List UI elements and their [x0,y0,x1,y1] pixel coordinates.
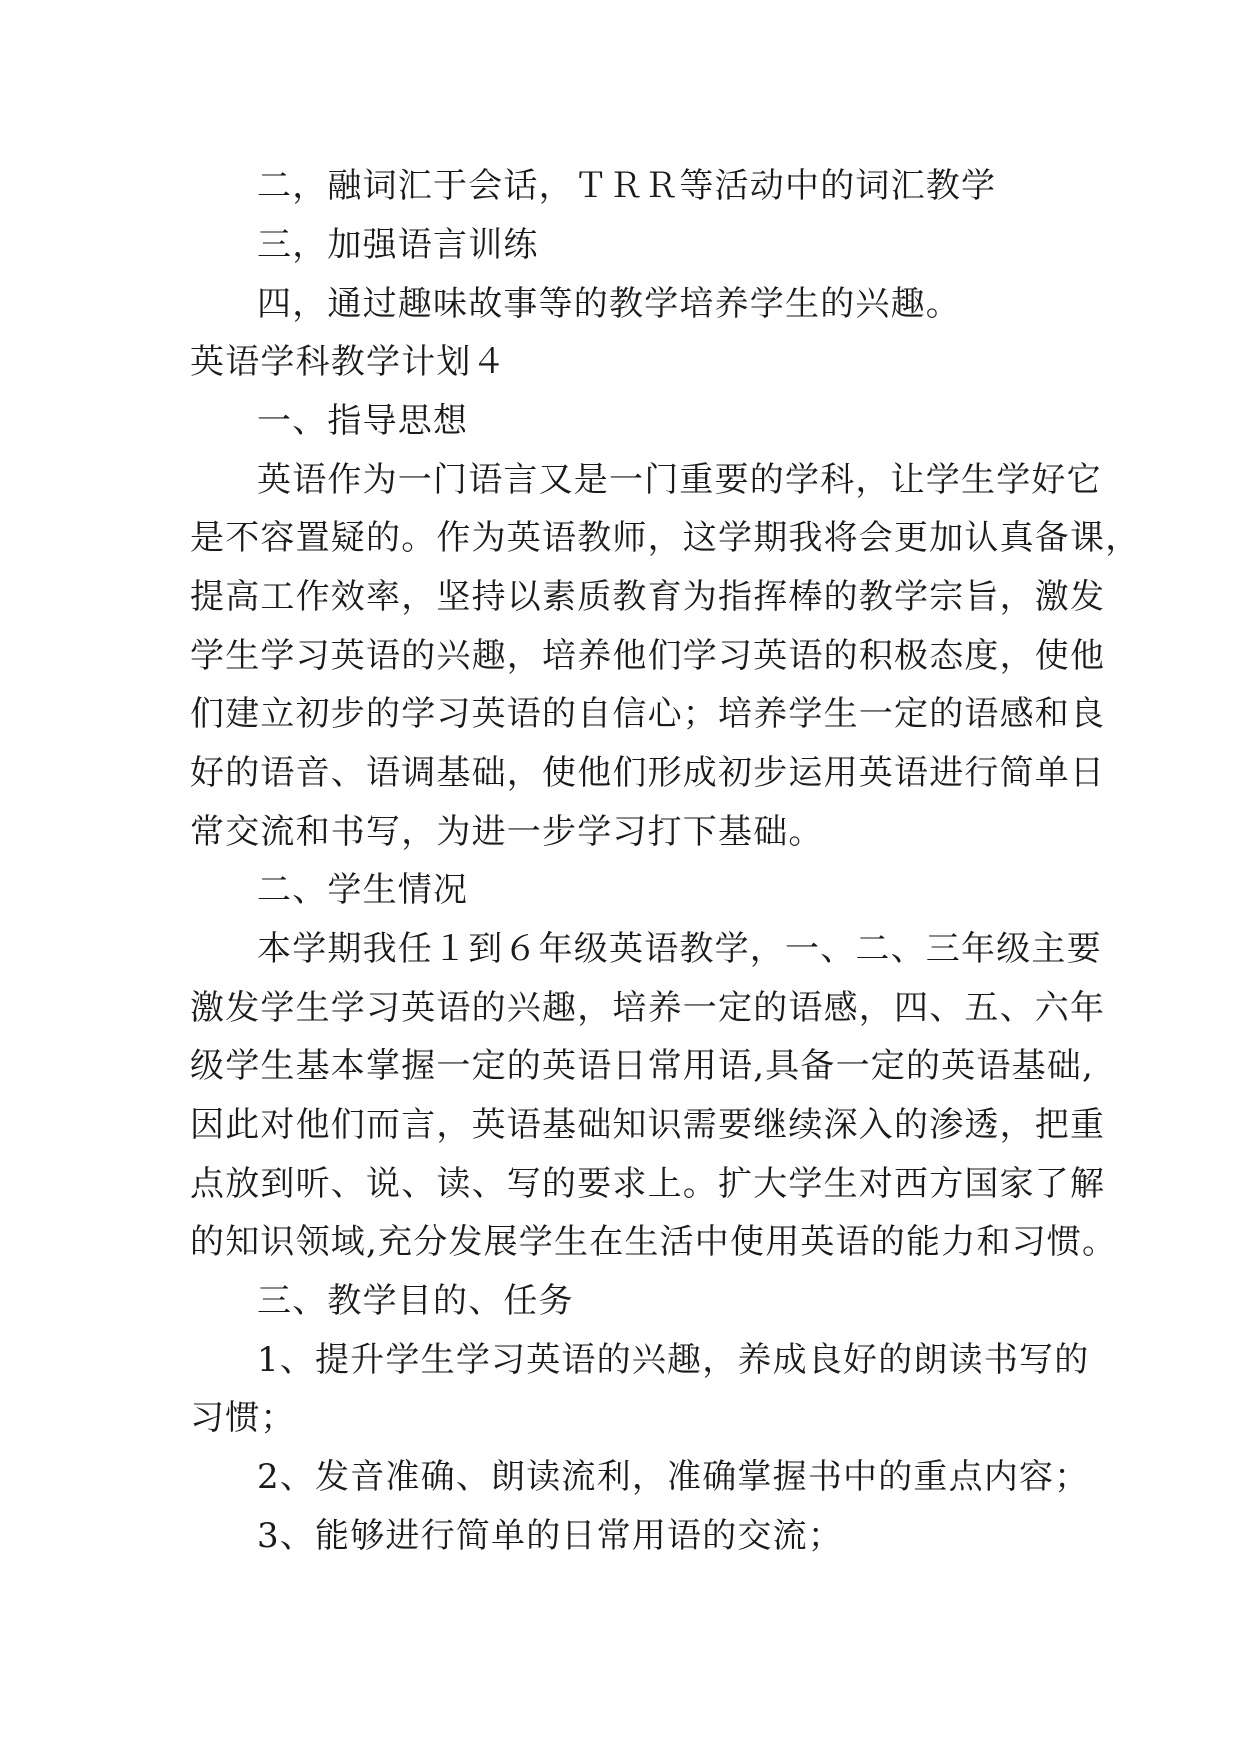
paragraph-line: 点放到听、说、读、写的要求上。扩大学生对西方国家了解 [190,1164,1106,1204]
heading: 三、教学目的、任务 [257,1281,574,1321]
paragraph-line: 级学生基本掌握一定的英语日常用语,具备一定的英语基础, [190,1046,1095,1086]
paragraph-line: 因此对他们而言，英语基础知识需要继续深入的渗透，把重 [190,1105,1106,1145]
paragraph-line: 的知识领域,充分发展学生在生活中使用英语的能力和习惯。 [190,1222,1118,1262]
text-line: 三，加强语言训练 [257,225,539,265]
list-item: 1、提升学生学习英语的兴趣，养成良好的朗读书写的 [257,1340,1090,1380]
paragraph-line: 激发学生学习英语的兴趣，培养一定的语感，四、五、六年 [190,988,1106,1028]
paragraph-line: 常交流和书写，为进一步学习打下基础。 [190,812,824,852]
heading: 二、学生情况 [257,870,469,910]
paragraph-line: 们建立初步的学习英语的自信心；培养学生一定的语感和良 [190,694,1106,734]
paragraph-line: 英语作为一门语言又是一门重要的学科，让学生学好它 [257,460,1102,500]
list-item: 3、能够进行简单的日常用语的交流； [257,1516,844,1556]
list-item: 2、发音准确、朗读流利，准确掌握书中的重点内容； [257,1457,1090,1497]
paragraph-line: 是不容置疑的。作为英语教师，这学期我将会更加认真备课， [190,518,1141,558]
paragraph-line: 本学期我任１到６年级英语教学，一、二、三年级主要 [257,929,1102,969]
paragraph-line: 学生学习英语的兴趣，培养他们学习英语的积极态度，使他 [190,636,1106,676]
heading: 一、指导思想 [257,401,469,441]
text-line: 四，通过趣味故事等的教学培养学生的兴趣。 [257,284,961,324]
list-item-continuation: 习惯； [190,1398,296,1438]
section-title: 英语学科教学计划４ [190,342,507,382]
paragraph-line: 好的语音、语调基础，使他们形成初步运用英语进行简单日 [190,753,1106,793]
text-line: 二，融词汇于会话，ＴＲＲ等活动中的词汇教学 [257,166,997,206]
paragraph-line: 提高工作效率，坚持以素质教育为指挥棒的教学宗旨，激发 [190,577,1106,617]
